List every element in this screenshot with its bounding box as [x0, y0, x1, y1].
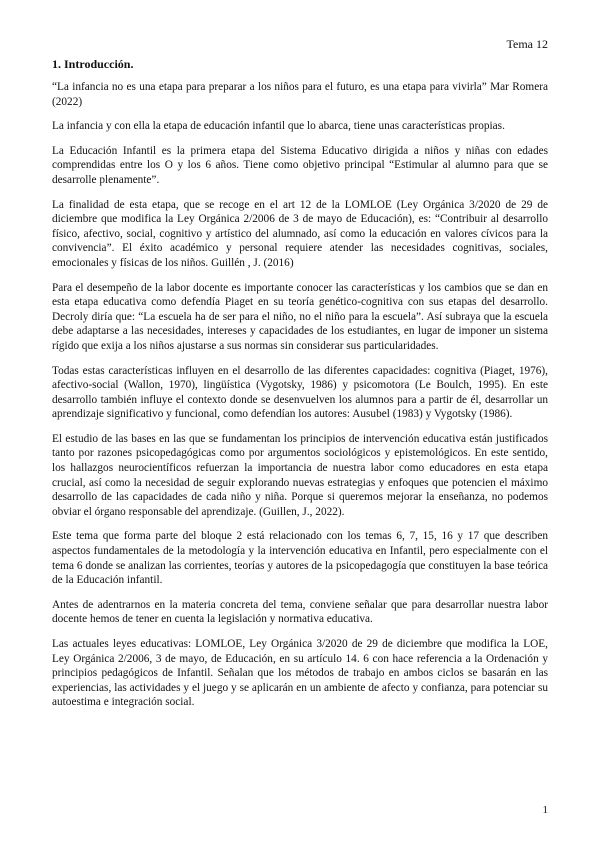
paragraph: Las actuales leyes educativas: LOMLOE, Ley Orgánica 3/2020 de 29 de diciembre que modifica la LOE, Ley Orgánica 2/2006, 3 de mayo, de Educación, en su artículo 14. 6 con hace referencia a la Ordenación y principios pedagógicos de Infantil. Señalan que los métodos de trabajo en ambos ciclos se basarán en las experiencias, las actividades y el juego y se aplicarán en un ambiente de afecto y confianza, para potenciar su autoestima e integración social. [52, 638, 548, 709]
paragraph: Para el desempeño de la labor docente es importante conocer las características y los cambios que se dan en esta etapa educativa como defendía Piaget en su teoría genético-cognitiva con sus etapas del desarrollo. Decroly diría que: “La escuela ha de ser para el niño, no el niño para la escuela”. Así subraya que la escuela debe adaptarse a las necesidades, intereses y capacidades de los estudiantes, en lugar de imponer un sistema rígido que exija a los niños ajustarse a sus normas sin considerar sus particularidades. [52, 281, 548, 352]
section-heading: 1. Introducción. [52, 57, 134, 71]
page-content [52, 57, 548, 720]
paragraph: El estudio de las bases en las que se fundamentan los principios de intervención educativa están justificados tanto por razones psicopedagógicas como por argumentos sociológicos y epistemológicos. En este sentido, los hallazgos neurocientíficos refuerzan la importancia de nuestra labor como educadores en esta etapa crucial, así como la necesidad de seguir explorando nuevas estrategias y enfoques que potencien el máximo desarrollo de las capacidades de cada niño y niña. Porque si queremos mejorar la enseñanza, no podemos obviar el órgano responsable del aprendizaje. (Guillen, J., 2022). [52, 432, 548, 518]
paragraph: La infancia y con ella la etapa de educación infantil que lo abarca, tiene unas características propias. [52, 120, 505, 133]
page-number: 1 [542, 804, 548, 816]
paragraph: La finalidad de esta etapa, que se recoge en el art 12 de la LOMLOE (Ley Orgánica 3/2020 de 29 de diciembre que modifica la Ley Orgánica 2/2006 de 3 de mayo de Educación), es: “Contribuir al desarrollo físico, afectivo, social, cognitivo y artístico del alumnado, así como la educación en valores cívicos para la convivencia”. El éxito académico y personal requiere atender las necesidades cognitivas, sociales, emocionales y físicas de los niños. Guillén , J. (2016) [52, 198, 548, 269]
header-topic: Tema 12 [506, 37, 548, 51]
paragraph: Todas estas características influyen en el desarrollo de las diferentes capacidades: cognitiva (Piaget, 1976), afectivo-social (Wallon, 1970), lingüística (Vygotsky, 1986) y psicomotora (Le Boulch, 1995). En este desarrollo también influye el contexto donde se desenvuelven los alumnos para a partir de él, desarrollar un aprendizaje significativo y funcional, como defendían los autores: Ausubel (1983) y Vygotsky (1986). [52, 364, 548, 421]
paragraph: Antes de adentrarnos en la materia concreta del tema, conviene señalar que para desarrollar nuestra labor docente hemos de tener en cuenta la legislación y normativa educativa. [52, 598, 548, 626]
paragraph: Este tema que forma parte del bloque 2 está relacionado con los temas 6, 7, 15, 16 y 17 que describen aspectos fundamentales de la metodología y la intervención educativa en Infantil, pero especialmente con el tema 6 donde se analizan las corrientes, teorías y autores de la psicopedagogía que constituyen la base teórica de la Educación infantil. [52, 530, 548, 587]
paragraph-quote: “La infancia no es una etapa para preparar a los niños para el futuro, es una etapa para vivirla” Mar Romera (2022) [52, 81, 548, 108]
paragraph: La Educación Infantil es la primera etapa del Sistema Educativo dirigida a niños y niñas con edades comprendidas entre los O y los 6 años. Tiene como objetivo principal “Estimular al alumno para que se desarrolle plenamente”. [52, 144, 548, 186]
